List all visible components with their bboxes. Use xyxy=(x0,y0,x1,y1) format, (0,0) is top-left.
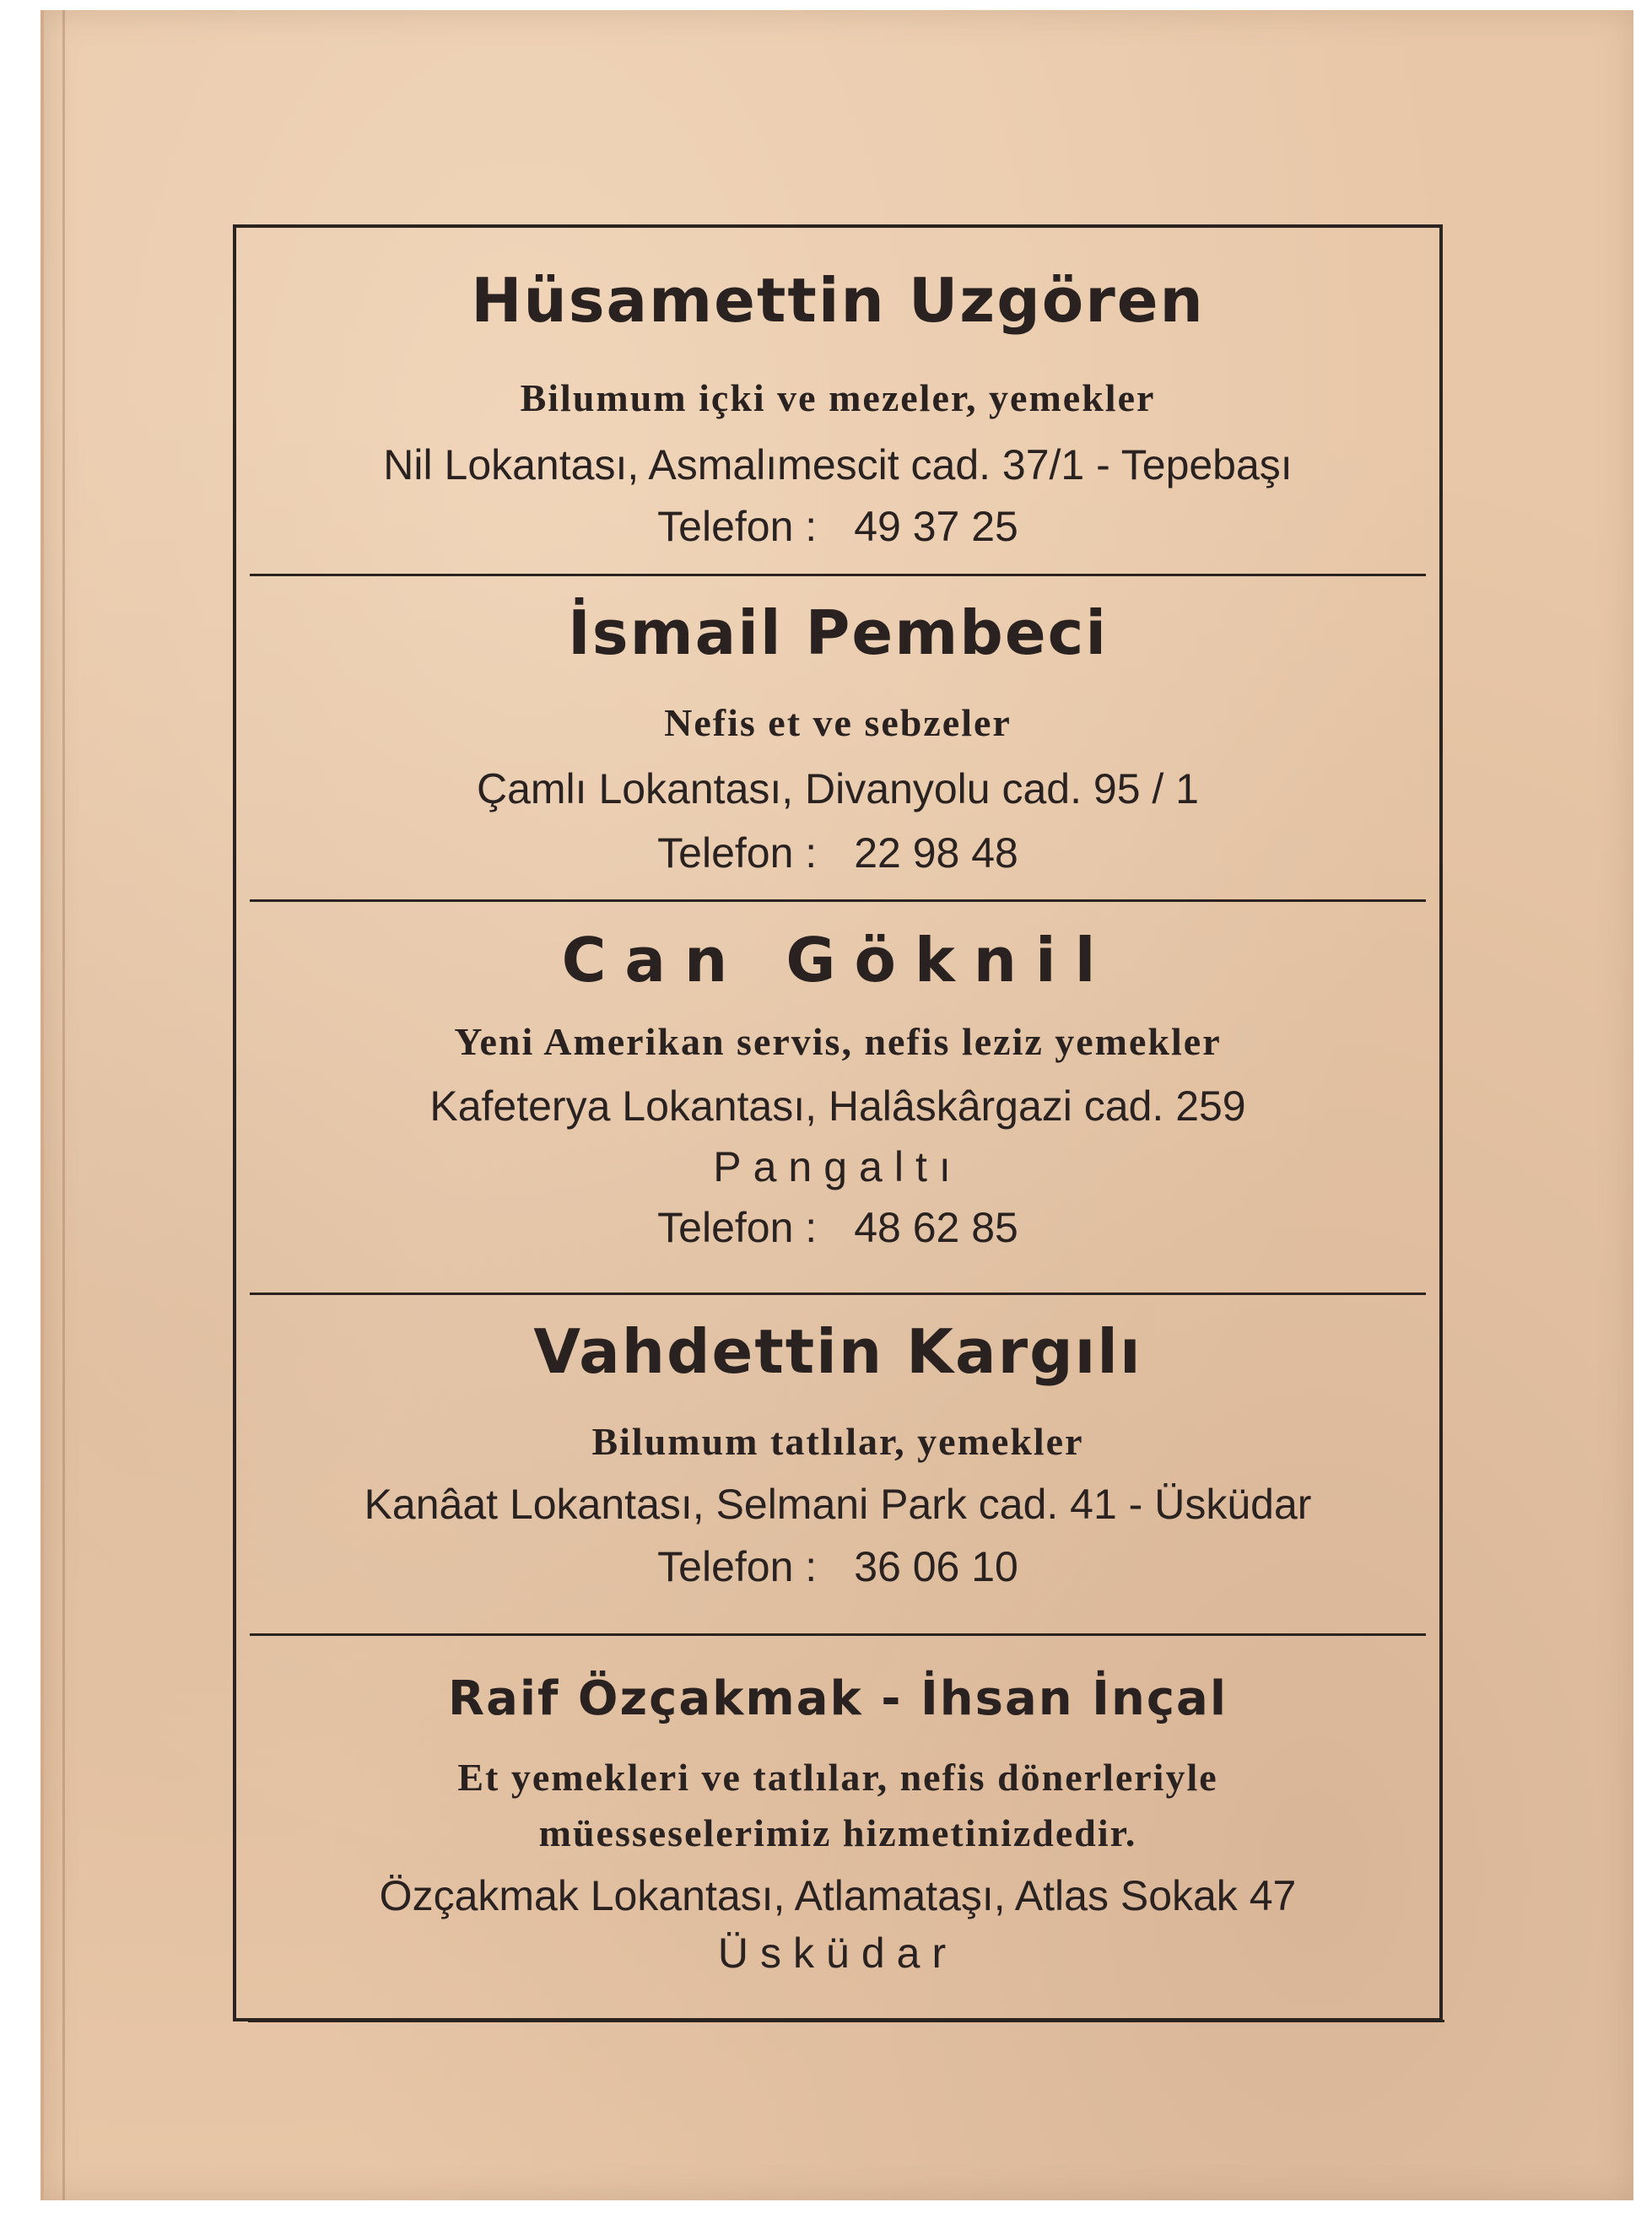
ad-description-line2: müesseselerimiz hizmetinizdedir. xyxy=(538,1811,1137,1854)
ad-description: Yeni Amerikan servis, nefis leziz yemekler xyxy=(454,1020,1222,1063)
section-divider xyxy=(250,1633,1426,1636)
ad-name: Raif Özçakmak - İhsan İnçal xyxy=(447,1671,1228,1726)
ad-description: Bilumum içki ve mezeler, yemekler xyxy=(520,376,1156,419)
ad-name: Vahdettin Kargılı xyxy=(533,1316,1142,1387)
section-divider xyxy=(250,899,1426,902)
section-divider xyxy=(250,1293,1426,1295)
ad-name: İsmail Pembeci xyxy=(567,597,1109,668)
ad-phone-number: 36 06 10 xyxy=(854,1543,1018,1590)
ad-district: Pangaltı xyxy=(713,1143,963,1190)
ad-phone-number: 22 98 48 xyxy=(854,829,1018,877)
ad-phone-label: Telefon : xyxy=(657,503,818,550)
ad-entry-can xyxy=(236,903,1439,1299)
frame-bottom-rule xyxy=(248,2020,1444,2022)
ad-phone-label: Telefon : xyxy=(657,1543,818,1590)
ad-description: Et yemekleri ve tatlılar, nefis dönerleriyle xyxy=(457,1756,1218,1799)
ad-entry-ismail xyxy=(236,577,1439,906)
ad-address: Özçakmak Lokantası, Atlamataşı, Atlas Sokak 47 xyxy=(379,1872,1297,1919)
ad-phone-label: Telefon : xyxy=(657,1204,818,1251)
ad-phone-number: 48 62 85 xyxy=(854,1204,1018,1251)
ad-phone-number: 49 37 25 xyxy=(854,503,1018,550)
ad-entry-husamettin xyxy=(236,228,1439,574)
ad-address: Kafeterya Lokantası, Halâskârgazi cad. 259 xyxy=(429,1082,1246,1130)
ad-address: Nil Lokantası, Asmalımescit cad. 37/1 - Tepebaşı xyxy=(383,441,1293,488)
ad-description: Bilumum tatlılar, yemekler xyxy=(591,1420,1084,1463)
ad-address: Çamlı Lokantası, Divanyolu cad. 95 / 1 xyxy=(476,765,1199,812)
ad-entry-vahdettin xyxy=(236,1296,1439,1633)
ad-entry-raif-ihsan xyxy=(236,1637,1439,2016)
ad-phone-label: Telefon : xyxy=(657,829,818,877)
ad-address: Kanâat Lokantası, Selmani Park cad. 41 - Üsküdar xyxy=(364,1481,1312,1528)
ad-name: Hüsamettin Uzgören xyxy=(471,265,1205,336)
ad-name: Can Göknil xyxy=(561,925,1115,996)
section-divider xyxy=(250,574,1426,576)
page-fold-line xyxy=(62,10,65,2200)
ad-district: Üsküdar xyxy=(717,1929,958,1977)
advertisement-frame xyxy=(233,224,1443,2021)
ad-description: Nefis et ve sebzeler xyxy=(664,701,1012,744)
